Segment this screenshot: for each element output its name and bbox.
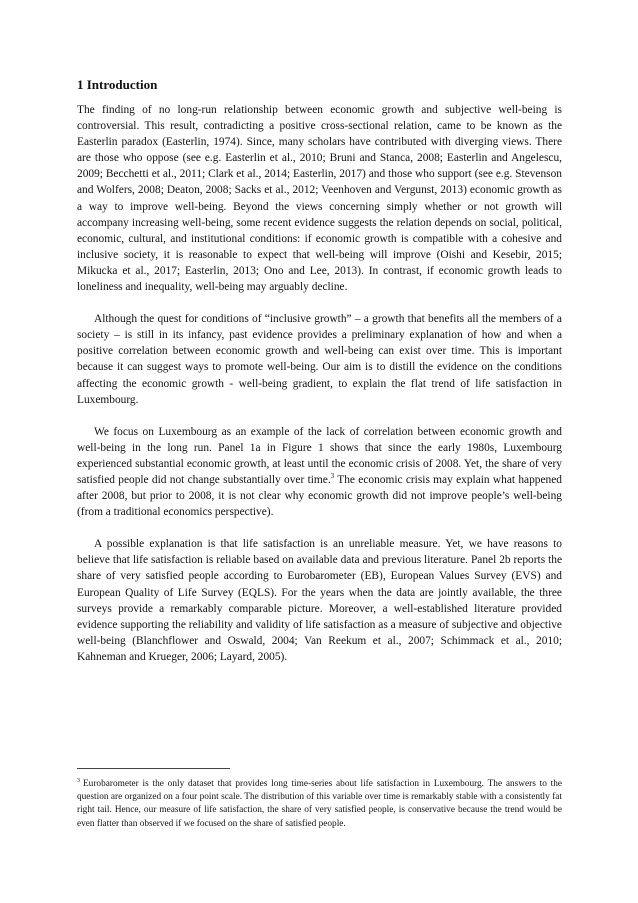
paragraph-3-text-a: We focus on Luxembourg as an example of the lack of correlation between economic growth and well-being in the long run. Panel 1a in Figure 1 shows that since the early 1980s, Luxembourg experienced substantial economic growth, at least until the economic crisis of 2008. Yet, the share of very satisfied people did not change substantially over time. bbox=[77, 425, 562, 486]
footnote-divider bbox=[77, 768, 230, 769]
paragraph-4: A possible explanation is that life satisfaction is an unreliable measure. Yet, we have reasons to believe that life satisfaction is reliable based on available data and previous literature. Panel 2b reports the share of very satisfied people according to Eurobarometer (EB), European Values Survey (EVS) and European Quality of Life Survey (EQLS). For the years when the data are jointly available, the three surveys provide a remarkably comparable picture. Moreover, a well-established literature provided evidence supporting the reliability and validity of life satisfaction as a measure of subjective and objective well-being (Blanchflower and Oswald, 2004; Van Reekum et al., 2007; Schimmack et al., 2010; Kahneman and Krueger, 2006; Layard, 2005). bbox=[77, 538, 562, 663]
footnotes bbox=[77, 768, 562, 831]
footnote-text: Eurobarometer is the only dataset that provides long time-series about life satisfaction in Luxembourg. The answers to the question are organized on a four point scale. The distribution of this variable over time is remarkably stable with a consistently fat right tail. Hence, our measure of life satisfaction, the share of very satisfied people, is conservative because the trend would be even flatter than observed if we focused on the share of satisfied people. bbox=[77, 779, 562, 829]
paragraph-3-text-b: The economic crisis may explain what happened after 2008, but prior to 2008, it is not clear why economic growth did not improve people’s well-being (from a traditional economics perspective). bbox=[77, 473, 562, 519]
footnote bbox=[77, 778, 562, 831]
footnote-number: 3 bbox=[77, 777, 80, 784]
paragraph-3 bbox=[77, 424, 562, 521]
footnote-reference[interactable]: 3 bbox=[330, 472, 335, 481]
main-text bbox=[77, 76, 562, 681]
section-heading: 1 Introduction bbox=[77, 77, 158, 92]
paragraph-1: The finding of no long-run relationship between economic growth and subjective well-being is controversial. This result, contradicting a positive cross-sectional relation, came to be known as the Easterlin paradox (Easterlin, 1974). Since, many scholars have contributed with diverging views. There are those who oppose (see e.g. Easterlin et al., 2010; Bruni and Stanca, 2008; Easterlin and Angelescu, 2009; Becchetti et al., 2011; Clark et al., 2014; Easterlin, 2017) and those who support (see e.g. Stevenson and Wolfers, 2008; Deaton, 2008; Sacks et al., 2012; Veenhoven and Vergunst, 2013) economic growth as a way to improve well-being. Beyond the views concerning simply whether or not growth will accompany increasing well-being, some recent evidence suggests the relation depends on social, political, economic, cultural, and institutional conditions: if economic growth is compatible with a cohesive and inclusive society, it is reasonable to expect that well-being will improve (Oishi and Kesebir, 2015; Mikucka et al., 2017; Easterlin, 2013; Ono and Lee, 2013). In contrast, if economic growth leads to loneliness and inequality, well-being may arguably decline. bbox=[77, 104, 562, 294]
paragraph-2: Although the quest for conditions of “inclusive growth” – a growth that benefits all the members of a society – is still in its infancy, past evidence provides a preliminary explanation of how and when a positive correlation between economic growth and well-being can exist over time. This is important because it can suggest ways to promote well-being. Our aim is to distill the evidence on the conditions affecting the economic growth - well-being gradient, to explain the flat trend of life satisfaction in Luxembourg. bbox=[77, 313, 562, 406]
